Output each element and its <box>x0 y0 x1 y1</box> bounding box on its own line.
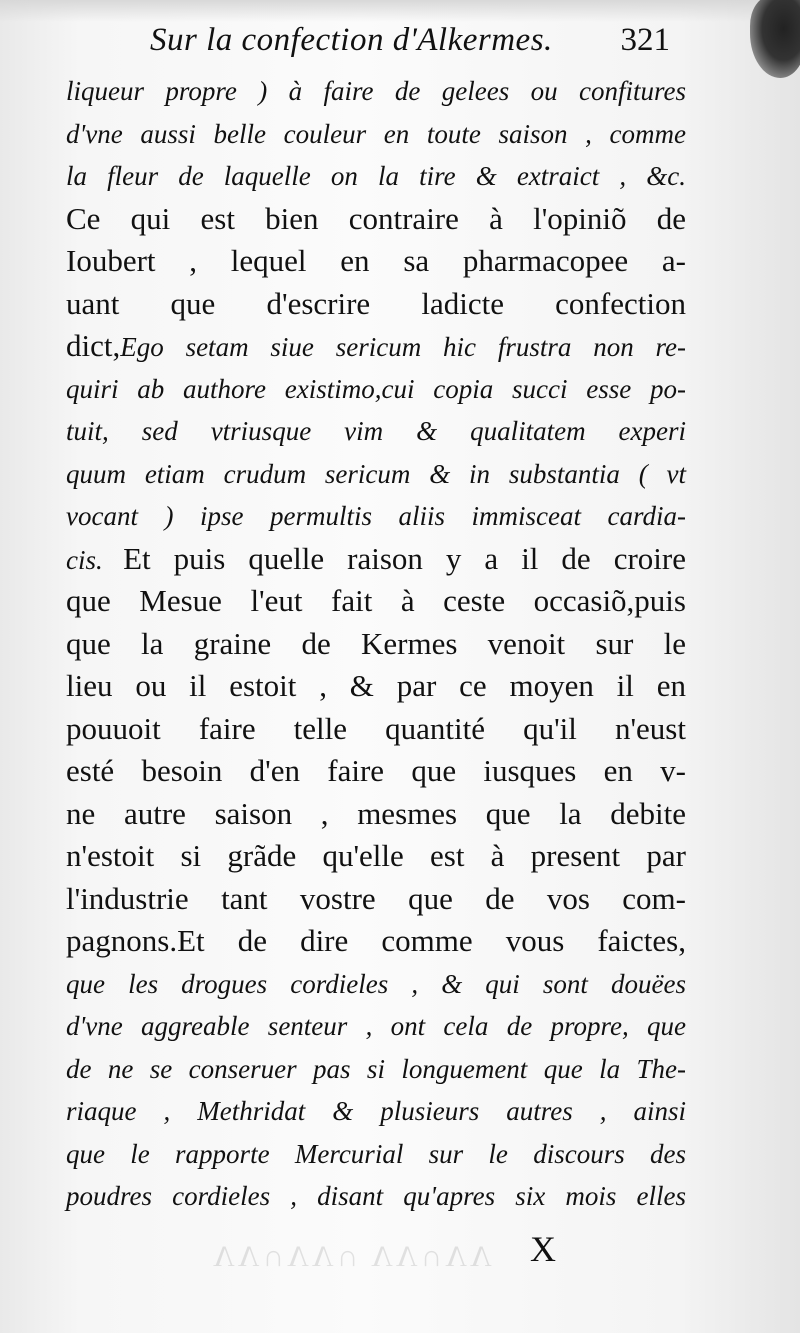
signature-mark: X <box>530 1229 556 1269</box>
text-line: poudres cordieles , disant qu'apres six mois elles <box>66 1181 686 1211</box>
text-line: tuit, sed vtriusque vim & qualitatem experi <box>66 416 686 446</box>
text-line: esté besoin d'en faire que iusques en v- <box>66 753 686 788</box>
text-line: lieu ou il estoit , & par ce moyen il en <box>66 668 686 703</box>
page-header <box>150 22 670 66</box>
text-line: ne autre saison , mesmes que la debite <box>66 795 686 831</box>
text-line: cis. Et puis quelle raison y a il de croire <box>66 540 686 576</box>
text-line: liqueur propre ) à faire de gelees ou confitures <box>66 76 686 106</box>
text-line: quiri ab authore existimo,cui copia succi esse po- <box>66 373 686 404</box>
text-line: d'vne aggreable senteur , ont cela de propre, que <box>66 1011 686 1041</box>
text-line: Ce qui est bien contraire à l'opiniõ de <box>66 200 686 236</box>
bleed-through-text: ΛΛ∩ΛΛ ∩ΛΛ∩ΛΛ <box>210 1240 492 1273</box>
text-line: la fleur de laquelle on la tire & extraict , &c. <box>66 161 686 191</box>
text-line: riaque , Methridat & plusieurs autres , ainsi <box>66 1096 686 1126</box>
text-line: Ioubert , lequel en sa pharmacopee a- <box>66 243 686 278</box>
text-line: que la graine de Kermes venoit sur le <box>66 625 686 661</box>
text-line: pouuoit faire telle quantité qu'il n'eust <box>66 710 686 746</box>
text-line: l'industrie tant vostre que de vos com- <box>66 880 686 916</box>
body-text <box>66 70 686 1218</box>
ink-stain-corner <box>750 0 800 78</box>
page-number: 321 <box>620 22 670 58</box>
text-line: dict,Ego setam siue sericum hic frustra non re- <box>66 328 686 363</box>
text-line: pagnons.Et de dire comme vous faictes, <box>66 923 686 958</box>
text-line: quum etiam crudum sericum & in substantia ( vt <box>66 458 686 489</box>
text-line: que Mesue l'eut fait à ceste occasiõ,puis <box>66 583 686 618</box>
text-line: que les drogues cordieles , & qui sont douëes <box>66 968 686 999</box>
text-line: uant que d'escrire ladicte confection <box>66 285 686 321</box>
text-line: vocant ) ipse permultis aliis immisceat cardia- <box>66 501 686 531</box>
page-top-shadow <box>0 0 800 22</box>
text-line: de ne se conseruer pas si longuement que la The- <box>66 1053 686 1084</box>
running-title: Sur la confection d'Alkermes. <box>150 22 553 58</box>
text-line: d'vne aussi belle couleur en toute saison , comme <box>66 118 686 149</box>
text-line: n'estoit si grãde qu'elle est à present par <box>66 838 686 873</box>
text-line: que le rapporte Mercurial sur le discours des <box>66 1138 686 1169</box>
